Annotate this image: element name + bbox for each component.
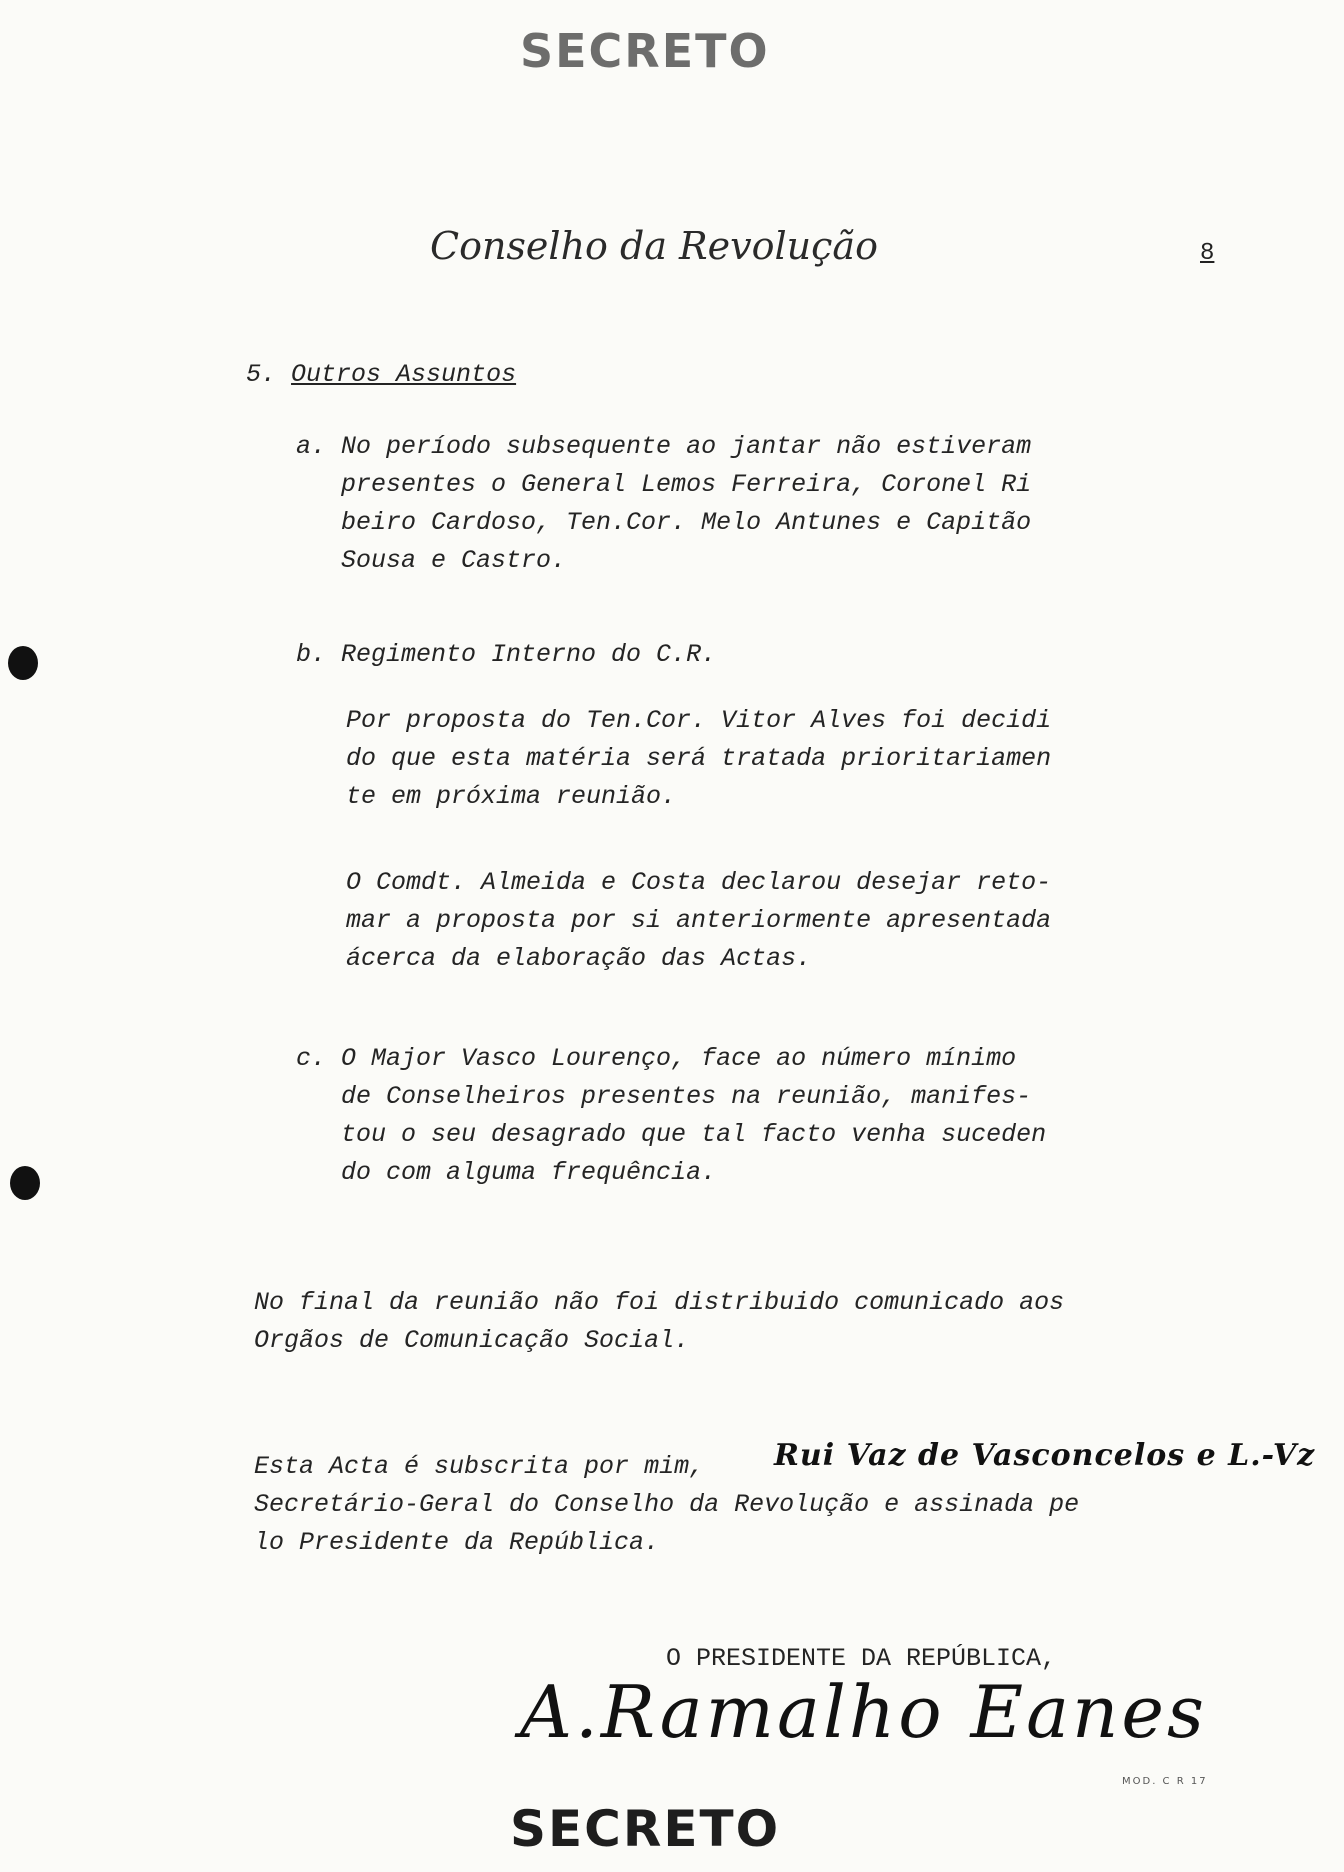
item-c-line: do com alguma frequência. (296, 1158, 717, 1187)
item-c-line: de Conselheiros presentes na reunião, manifes- (296, 1082, 1032, 1111)
paragraph-line: Por proposta do Ten.Cor. Vitor Alves foi decidi (346, 706, 1052, 735)
signing-line: Secretário-Geral do Conselho da Revolução e assinada pe (254, 1490, 1080, 1519)
item-c (296, 1040, 1046, 1192)
classification-stamp-top: SECRETO (520, 24, 770, 78)
punch-hole (10, 1166, 40, 1200)
closing-line: No final da reunião não foi distribuido comunicado aos (254, 1288, 1065, 1317)
paragraph-line: O Comdt. Almeida e Costa declarou desejar reto- (346, 868, 1052, 897)
letterhead: Conselho da Revolução (430, 224, 878, 268)
secretary-signature: Rui Vaz de Vasconcelos e L.-Vz (774, 1438, 1316, 1473)
president-title: O PRESIDENTE DA REPÚBLICA, (666, 1644, 1057, 1673)
item-a-line: presentes o General Lemos Ferreira, Coronel Ri (296, 470, 1032, 499)
item-c-line: tou o seu desagrado que tal facto venha suceden (296, 1120, 1047, 1149)
paragraph-line: mar a proposta por si anteriormente apresentada (346, 906, 1052, 935)
paragraph-line: ácerca da elaboração das Actas. (346, 944, 812, 973)
paragraph-line: do que esta matéria será tratada prioritariamen (346, 744, 1052, 773)
punch-hole (8, 646, 38, 680)
closing-line: Orgãos de Comunicação Social. (254, 1326, 690, 1355)
item-a-line: beiro Cardoso, Ten.Cor. Melo Antunes e Capitão (296, 508, 1032, 537)
page-number: 8 (1200, 240, 1215, 267)
item-b-heading: b. Regimento Interno do C.R. (296, 640, 717, 669)
item-a (296, 428, 1031, 580)
item-a-line: Sousa e Castro. (296, 546, 567, 575)
signing-line: Esta Acta é subscrita por mim, (254, 1452, 705, 1481)
closing-paragraph (254, 1284, 1064, 1360)
item-c-line: c. O Major Vasco Lourenço, face ao número mínimo (296, 1044, 1017, 1073)
item-a-line: a. No período subsequente ao jantar não estiveram (296, 432, 1032, 461)
president-signature: A.Ramalho Eanes (520, 1670, 1207, 1754)
form-code: MOD. C R 17 (1122, 1776, 1208, 1787)
classification-stamp-bottom: SECRETO (510, 1800, 781, 1858)
section-number: 5. (246, 360, 277, 389)
section-heading (246, 356, 516, 394)
item-b-paragraph-2 (346, 864, 1051, 978)
signing-line: lo Presidente da República. (254, 1528, 660, 1557)
paragraph-line: te em próxima reunião. (346, 782, 677, 811)
section-title: Outros Assuntos (291, 360, 517, 389)
item-b-paragraph-1 (346, 702, 1051, 816)
